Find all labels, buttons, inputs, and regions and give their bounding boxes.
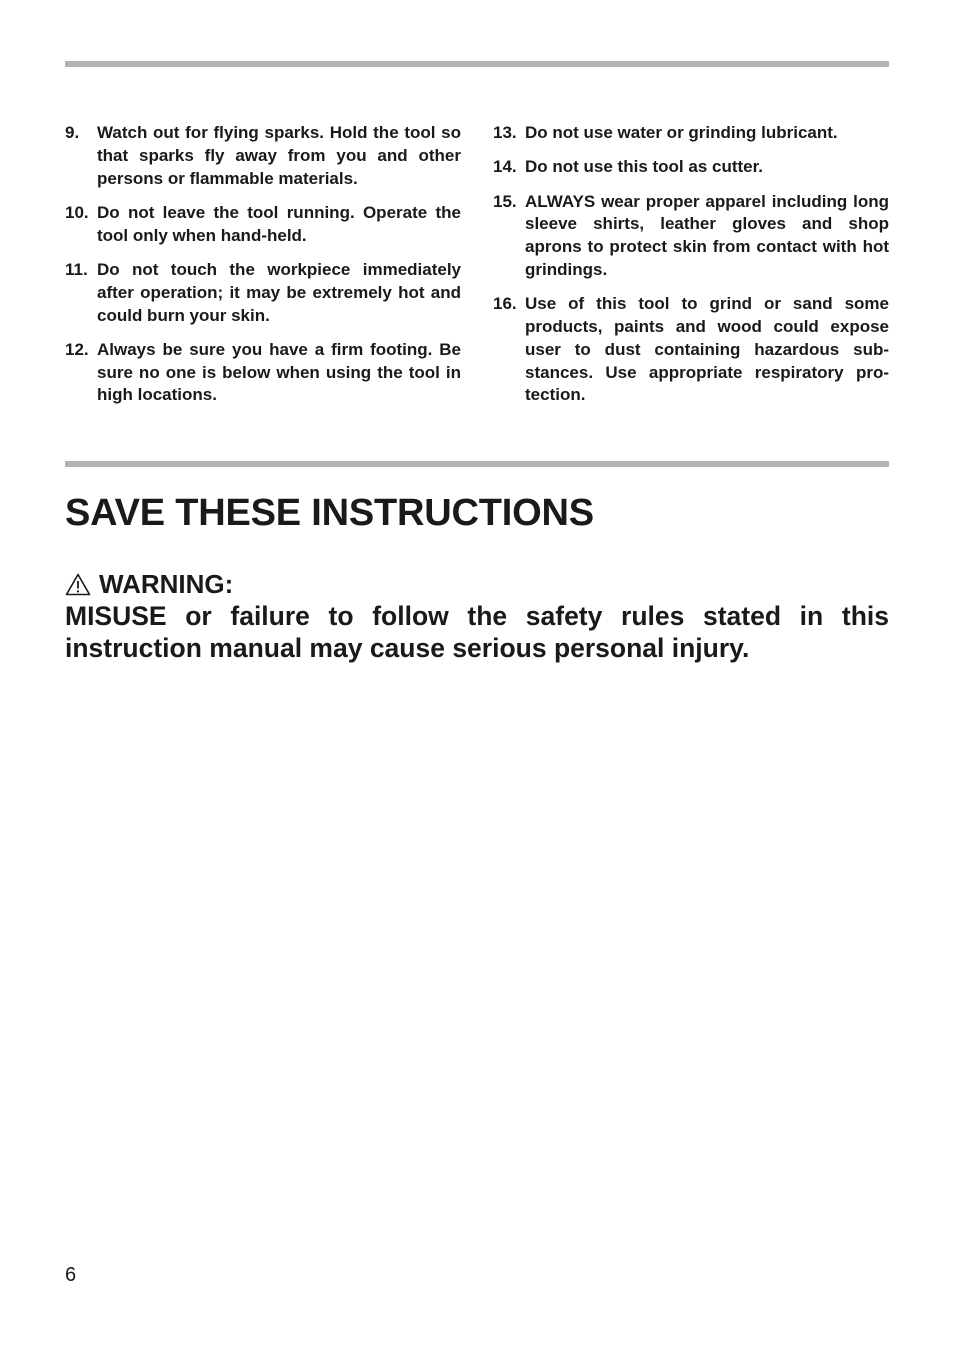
warning-text: MISUSE or failure to follow the safety rules stated in this instruction manual may cause serious personal injury. bbox=[65, 601, 889, 663]
item-text: Watch out for flying sparks. Hold the tool so that sparks fly away from you and other persons or flammable materials. bbox=[97, 123, 461, 188]
warning-label: WARNING: bbox=[99, 569, 234, 599]
list-item bbox=[65, 259, 461, 327]
item-text: Always be sure you have a firm footing. Be sure no one is below when using the tool in high locations. bbox=[97, 339, 461, 405]
warning-header bbox=[65, 568, 889, 600]
item-text: Do not leave the tool running. Operate the tool only when hand-held. bbox=[97, 202, 461, 245]
list-item bbox=[493, 191, 889, 282]
page-heading: SAVE THESE INSTRUCTIONS bbox=[65, 492, 594, 534]
list-item bbox=[493, 122, 889, 145]
list-item bbox=[65, 122, 461, 190]
list-item bbox=[493, 156, 889, 179]
item-number: 11. bbox=[65, 259, 88, 279]
right-column bbox=[493, 122, 889, 419]
item-text: Do not use water or grinding lubricant. bbox=[525, 123, 838, 142]
item-number: 13. bbox=[493, 123, 517, 142]
page-number: 6 bbox=[65, 1264, 77, 1286]
warning-block bbox=[65, 568, 889, 664]
item-text: Do not use this tool as cutter. bbox=[525, 157, 764, 177]
list-item bbox=[65, 339, 461, 407]
item-number: 12. bbox=[65, 339, 89, 359]
item-number: 9. bbox=[65, 123, 80, 142]
item-text: Do not touch the workpiece immediately after operation; it may be extremely hot and could burn your skin. bbox=[97, 259, 461, 325]
top-divider bbox=[65, 61, 889, 67]
item-text: ALWAYS wear proper apparel including long sleeve shirts, leather gloves and shop aprons to protect skin from contact with hot grindings. bbox=[525, 191, 889, 279]
left-column bbox=[65, 122, 461, 419]
warning-triangle-icon bbox=[65, 573, 91, 596]
item-number: 10. bbox=[65, 202, 89, 222]
item-text: Use of this tool to grind or sand some products, paints and wood could expose user to dust containing hazardous sub- stances. Use appropriate respiratory pro- tection. bbox=[525, 294, 889, 405]
item-number: 16. bbox=[493, 294, 517, 314]
item-number: 15. bbox=[493, 191, 517, 211]
section-divider bbox=[65, 461, 889, 467]
list-item bbox=[493, 293, 889, 407]
item-number: 14. bbox=[493, 157, 517, 177]
list-item bbox=[65, 202, 461, 248]
